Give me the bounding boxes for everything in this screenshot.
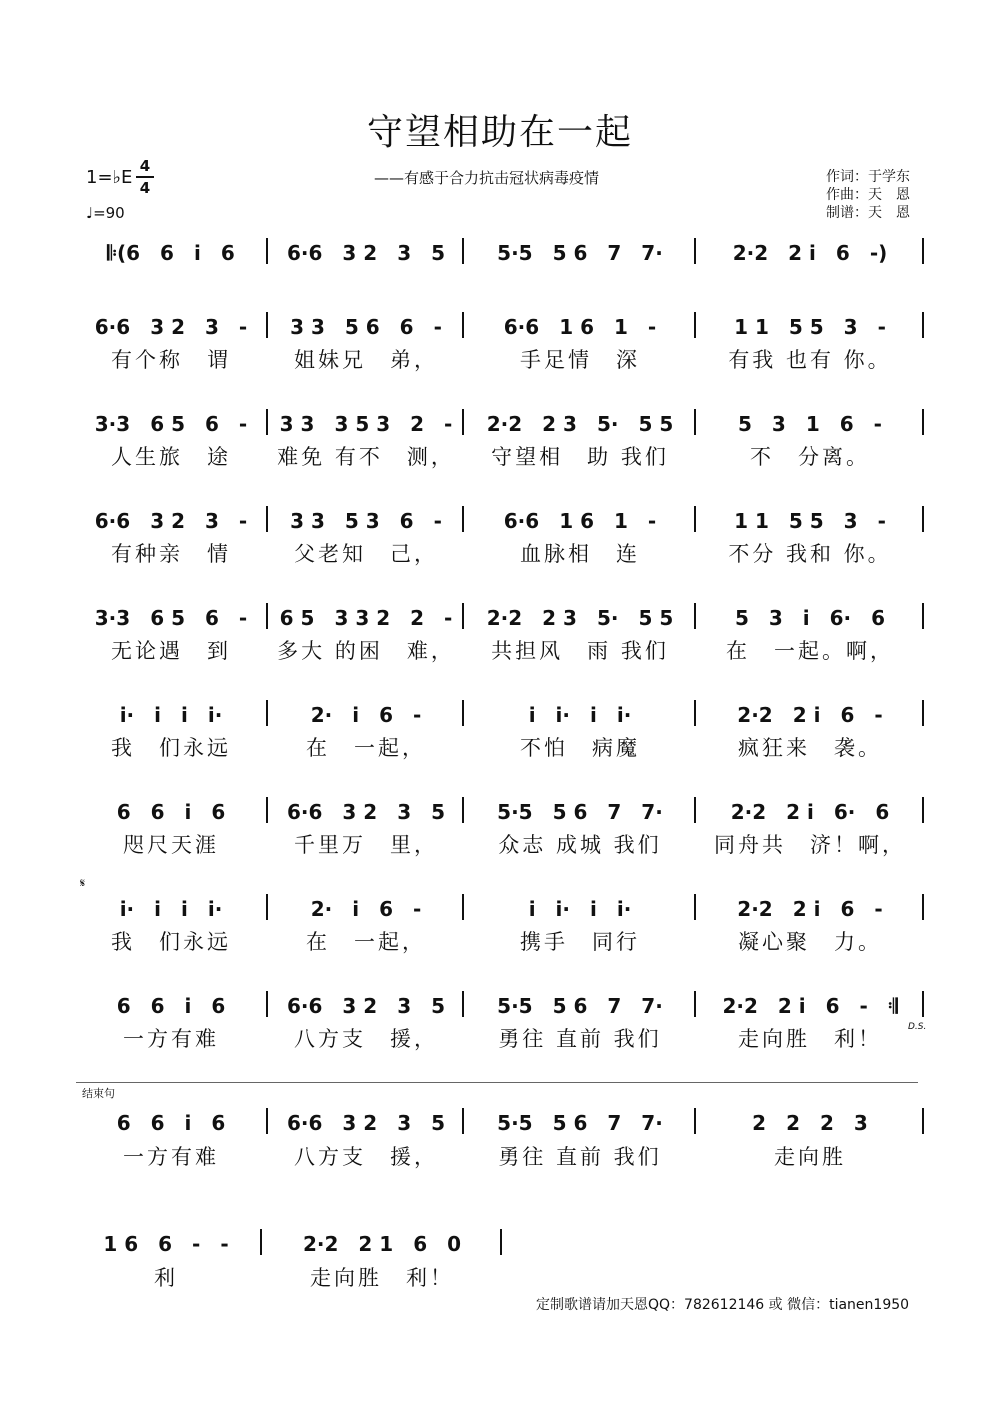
measure-notes: 1 1 5 5 3 - — [734, 508, 886, 533]
measure-notes: 6·6 3 2 3 5 — [286, 799, 446, 824]
ds-mark: D.S. — [908, 1022, 927, 1032]
notation-line — [0, 407, 1000, 437]
lyric-segment: 利 — [154, 1266, 178, 1290]
bar-line — [266, 700, 268, 726]
measure-notes: 5·5 5 6 7 7· — [497, 993, 663, 1018]
lyric-segment: 走向胜 利！ — [310, 1266, 454, 1290]
measure-notes: 3·3 6 5 6 - — [94, 411, 248, 436]
bar-line — [462, 312, 464, 338]
bar-line — [694, 409, 696, 435]
bar-line — [922, 409, 924, 435]
measure-notes: 6·6 3 2 3 - — [94, 314, 248, 339]
bar-line — [922, 991, 924, 1017]
measure — [470, 989, 690, 1019]
lyric-segment: 我 们永远 — [111, 736, 231, 760]
measure-notes: 5 3 1 6 - — [738, 411, 882, 436]
measure-notes: i i· i i· — [528, 896, 632, 921]
notation-line — [0, 892, 1000, 922]
measure — [470, 795, 690, 825]
footer-contact: 定制歌谱请加天恩QQ：782612146 或 微信：tianen1950 — [536, 1297, 910, 1313]
measure — [274, 601, 458, 631]
measure — [702, 795, 918, 825]
lyric-segment: 在 一起。啊， — [726, 639, 894, 663]
bar-line — [922, 797, 924, 823]
measure-notes: 6·6 1 6 1 - — [503, 314, 657, 339]
measure-notes: 6 6 i 6 — [116, 993, 226, 1018]
lyrics-line — [0, 344, 1000, 374]
time-signature — [136, 157, 154, 197]
measure — [80, 407, 262, 437]
lyric-segment: 有个称 谓 — [111, 348, 231, 372]
lyrics-line — [0, 1262, 1000, 1292]
lyric-segment: 在 一起， — [306, 930, 426, 954]
bar-line — [922, 506, 924, 532]
tempo-marking: ♩=90 — [86, 204, 125, 222]
measure — [274, 236, 458, 266]
measure — [80, 601, 262, 631]
lyric-segment: 凝心聚 力。 — [738, 930, 882, 954]
bar-line — [462, 238, 464, 264]
lyrics-line — [0, 732, 1000, 762]
bar-line — [694, 1108, 696, 1134]
bar-line — [266, 1108, 268, 1134]
notation-line — [0, 504, 1000, 534]
lyric-segment: 人生旅 途 — [111, 445, 231, 469]
measure — [80, 1106, 262, 1136]
bar-line — [922, 238, 924, 264]
measure-notes: 6·6 3 2 3 5 — [286, 1110, 446, 1135]
measure — [80, 989, 262, 1019]
lyric-segment: 多大 的困 难， — [277, 639, 455, 663]
bar-line — [266, 991, 268, 1017]
bar-line — [462, 603, 464, 629]
measure-notes: 2·2 2 i 6 - — [737, 702, 883, 727]
lyric-segment: 共担风 雨 我们 — [491, 639, 669, 663]
measure-notes: 2 2 2 3 — [752, 1110, 868, 1135]
song-subtitle: ——有感于合力抗击冠状病毒疫情 — [374, 169, 600, 187]
measure — [470, 407, 690, 437]
segno-mark: 𝄋 — [80, 876, 86, 890]
measure-notes: 6 6 i 6 — [116, 799, 226, 824]
credit-arranger: 制谱：天 恩 — [826, 205, 910, 221]
lyric-segment: 姐妹兄 弟， — [294, 348, 438, 372]
measure-notes: 2· i 6 - — [310, 702, 422, 727]
lyric-segment: 疯狂来 袭。 — [738, 736, 882, 760]
measure — [702, 698, 918, 728]
lyric-segment: 我 们永远 — [111, 930, 231, 954]
measure — [470, 892, 690, 922]
measure — [470, 310, 690, 340]
lyric-segment: 有种亲 情 — [111, 542, 231, 566]
lyric-segment: 不分 我和 你。 — [728, 542, 892, 566]
measure — [80, 795, 262, 825]
bar-line — [462, 409, 464, 435]
measure-notes: 2· i 6 - — [310, 896, 422, 921]
lyric-segment: 一方有难 — [123, 1027, 219, 1051]
lyrics-line — [0, 1023, 1000, 1053]
bar-line — [694, 603, 696, 629]
measure-notes: 2·2 2 3 5· 5 5 — [486, 605, 674, 630]
bar-line — [462, 1108, 464, 1134]
lyric-segment: 八方支 援， — [294, 1145, 438, 1169]
measure — [80, 236, 262, 266]
measure — [702, 601, 918, 631]
measure — [274, 407, 458, 437]
measure — [702, 892, 918, 922]
notation-line — [0, 236, 1000, 266]
bar-line — [462, 700, 464, 726]
key-signature: 1=♭E — [86, 167, 133, 188]
measure-notes: 6·6 3 2 3 5 — [286, 993, 446, 1018]
measure — [470, 504, 690, 534]
bar-line — [462, 797, 464, 823]
bar-line — [266, 409, 268, 435]
measure-notes: i i· i i· — [528, 702, 632, 727]
measure-notes: 𝄆(6 6 i 6 — [107, 240, 235, 265]
bar-line — [266, 797, 268, 823]
lyric-segment: 勇往 直前 我们 — [498, 1027, 662, 1051]
measure-notes: 1 6 6 - - — [103, 1231, 229, 1256]
bar-line — [922, 894, 924, 920]
lyrics-line — [0, 829, 1000, 859]
lyric-segment: 无论遇 到 — [111, 639, 231, 663]
lyric-segment: 难免 有不 测， — [277, 445, 455, 469]
bar-line — [462, 506, 464, 532]
bar-line — [694, 894, 696, 920]
notation-line — [0, 989, 1000, 1019]
lyric-segment: 不怕 病魔 — [520, 736, 640, 760]
measure-notes: 2·2 2 i 6 - — [737, 896, 883, 921]
time-signature-top: 4 — [139, 157, 151, 175]
measure — [80, 310, 262, 340]
notation-line — [0, 601, 1000, 631]
measure-notes: 3·3 6 5 6 - — [94, 605, 248, 630]
bar-line — [922, 312, 924, 338]
measure — [470, 601, 690, 631]
notation-line — [0, 1227, 1000, 1257]
bar-line — [462, 894, 464, 920]
bar-line — [694, 797, 696, 823]
bar-line — [922, 1108, 924, 1134]
measure-notes: 6·6 1 6 1 - — [503, 508, 657, 533]
measure — [80, 892, 262, 922]
bar-line — [462, 991, 464, 1017]
bar-line — [266, 894, 268, 920]
measure — [80, 504, 262, 534]
measure — [702, 989, 918, 1019]
bar-line — [694, 506, 696, 532]
measure-notes: i· i i i· — [119, 896, 223, 921]
measure-notes: 3 3 3 5 3 2 - — [279, 411, 453, 436]
bar-line — [266, 238, 268, 264]
lyric-segment: 不 分离。 — [750, 445, 870, 469]
measure — [702, 236, 918, 266]
lyric-segment: 众志 成城 我们 — [498, 833, 662, 857]
measure-notes: 6 5 3 3 2 2 - — [279, 605, 453, 630]
measure-notes: 1 1 5 5 3 - — [734, 314, 886, 339]
measure-notes: 6·6 3 2 3 5 — [286, 240, 446, 265]
measure-notes: 2·2 2 1 6 0 — [302, 1231, 462, 1256]
ending-divider — [76, 1082, 918, 1083]
credit-composer: 作曲：天 恩 — [826, 187, 910, 203]
lyric-segment: 千里万 里， — [294, 833, 438, 857]
measure-notes: i· i i i· — [119, 702, 223, 727]
measure — [470, 698, 690, 728]
measure — [702, 1106, 918, 1136]
lyric-segment: 同舟共 济！啊， — [714, 833, 906, 857]
measure-notes: 6·6 3 2 3 - — [94, 508, 248, 533]
notation-line — [0, 1106, 1000, 1136]
measure-notes: 2·2 2 i 6· 6 — [730, 799, 890, 824]
measure-notes: 3 3 5 6 6 - — [290, 314, 442, 339]
measure — [274, 504, 458, 534]
measure — [274, 989, 458, 1019]
measure-notes: 2·2 2 i 6 -) — [732, 240, 888, 265]
notation-line — [0, 698, 1000, 728]
measure — [702, 310, 918, 340]
ending-label: 结束句 — [82, 1087, 115, 1100]
measure-notes: 5·5 5 6 7 7· — [497, 1110, 663, 1135]
lyric-segment: 手足情 深 — [520, 348, 640, 372]
measure — [268, 1227, 496, 1257]
lyric-segment: 八方支 援， — [294, 1027, 438, 1051]
lyric-segment: 勇往 直前 我们 — [498, 1145, 662, 1169]
time-signature-bottom: 4 — [139, 179, 151, 197]
measure-notes: 2·2 2 i 6 - 𝄇 — [722, 993, 898, 1018]
bar-line — [694, 991, 696, 1017]
bar-line — [922, 700, 924, 726]
notation-line — [0, 310, 1000, 340]
lyric-segment: 在 一起， — [306, 736, 426, 760]
lyric-segment: 走向胜 利！ — [738, 1027, 882, 1051]
lyric-segment: 血脉相 连 — [520, 542, 640, 566]
measure — [274, 795, 458, 825]
lyrics-line — [0, 538, 1000, 568]
lyric-segment: 携手 同行 — [520, 930, 640, 954]
song-title: 守望相助在一起 — [366, 112, 633, 153]
bar-line — [260, 1229, 262, 1255]
bar-line — [266, 603, 268, 629]
measure-notes: 5 3 i 6· 6 — [734, 605, 886, 630]
measure — [80, 698, 262, 728]
notation-line — [0, 795, 1000, 825]
measure — [274, 1106, 458, 1136]
lyrics-line — [0, 926, 1000, 956]
measure — [702, 407, 918, 437]
lyric-segment: 走向胜 — [774, 1145, 846, 1169]
measure — [470, 1106, 690, 1136]
bar-line — [922, 603, 924, 629]
measure-notes: 5·5 5 6 7 7· — [497, 799, 663, 824]
lyric-segment: 咫尺天涯 — [123, 833, 219, 857]
bar-line — [266, 506, 268, 532]
lyric-segment: 父老知 己， — [294, 542, 438, 566]
lyric-segment: 一方有难 — [123, 1145, 219, 1169]
measure — [470, 236, 690, 266]
lyrics-line — [0, 1141, 1000, 1171]
bar-line — [500, 1229, 502, 1255]
measure-notes: 5·5 5 6 7 7· — [497, 240, 663, 265]
lyric-segment: 有我 也有 你。 — [728, 348, 892, 372]
bar-line — [694, 238, 696, 264]
bar-line — [266, 312, 268, 338]
credits — [826, 168, 910, 222]
lyric-segment: 守望相 助 我们 — [491, 445, 669, 469]
measure — [274, 310, 458, 340]
bar-line — [694, 312, 696, 338]
measure — [274, 892, 458, 922]
measure-notes: 3 3 5 3 6 - — [290, 508, 442, 533]
measure — [702, 504, 918, 534]
measure-notes: 6 6 i 6 — [116, 1110, 226, 1135]
lyrics-line — [0, 441, 1000, 471]
bar-line — [694, 700, 696, 726]
measure-notes: 2·2 2 3 5· 5 5 — [486, 411, 674, 436]
measure — [76, 1227, 256, 1257]
credit-lyricist: 作词：于学东 — [826, 169, 910, 185]
lyrics-line — [0, 635, 1000, 665]
measure — [274, 698, 458, 728]
